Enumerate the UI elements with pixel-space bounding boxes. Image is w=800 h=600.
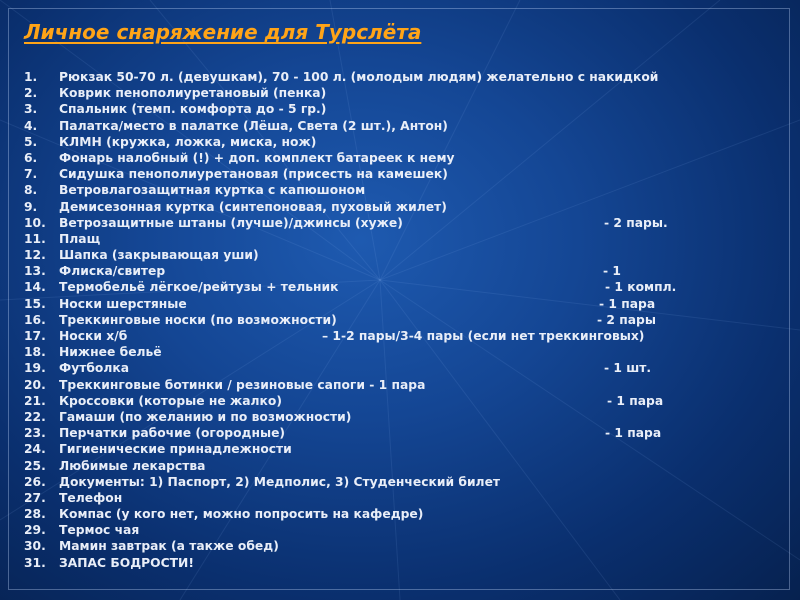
list-item xyxy=(0,247,800,263)
item-text: Футболка xyxy=(59,361,130,376)
item-number: 16. xyxy=(24,312,46,327)
list-item xyxy=(0,409,800,425)
list-item xyxy=(0,231,800,247)
item-text: Коврик пенополиуретановый (пенка) xyxy=(59,86,327,101)
item-quantity: - 1 пара xyxy=(605,426,662,441)
item-text: Документы: 1) Паспорт, 2) Медполис, 3) Студенческий билет xyxy=(59,474,501,489)
item-text: Любимые лекарства xyxy=(59,458,206,473)
item-quantity: - 2 пары xyxy=(597,312,656,327)
list-item xyxy=(0,85,800,101)
item-quantity: – 1-2 пары/3-4 пары (если нет треккинговых) xyxy=(322,329,645,343)
slide-title: Личное снаряжение для Турслёта xyxy=(24,20,422,44)
item-text: Ветровлагозащитная куртка с капюшоном xyxy=(59,183,366,198)
list-item xyxy=(0,182,800,198)
item-text: Плащ xyxy=(59,231,101,246)
item-text: Телефон xyxy=(59,490,123,505)
item-text: Компас (у кого нет, можно попросить на кафедре) xyxy=(59,507,424,522)
item-quantity: - 1 компл. xyxy=(605,280,677,295)
equipment-list xyxy=(0,69,800,571)
list-item xyxy=(0,296,800,312)
list-item xyxy=(0,506,800,522)
item-number: 7. xyxy=(24,167,38,182)
item-text: Носки шерстяные xyxy=(59,296,187,311)
item-number: 8. xyxy=(24,183,38,198)
list-item xyxy=(0,538,800,554)
list-item xyxy=(0,328,800,344)
item-number: 22. xyxy=(24,409,46,424)
item-number: 3. xyxy=(24,102,38,117)
item-number: 18. xyxy=(24,345,46,360)
list-item xyxy=(0,425,800,441)
item-number: 6. xyxy=(24,150,38,165)
item-text: Кроссовки (которые не жалко) xyxy=(59,393,282,408)
list-item xyxy=(0,344,800,360)
list-item xyxy=(0,279,800,295)
list-item xyxy=(0,69,800,85)
item-number: 17. xyxy=(24,329,46,343)
list-item xyxy=(0,474,800,490)
item-text: Фонарь налобный (!) + доп. комплект батареек к нему xyxy=(59,150,455,165)
item-text: КЛМН (кружка, ложка, миска, нож) xyxy=(59,134,317,149)
item-number: 29. xyxy=(24,523,46,538)
item-number: 27. xyxy=(24,490,46,505)
item-number: 4. xyxy=(24,118,38,133)
item-number: 2. xyxy=(24,86,38,101)
item-text: Перчатки рабочие (огородные) xyxy=(59,426,286,441)
list-item xyxy=(0,215,800,231)
item-text: Сидушка пенополиуретановая (присесть на камешек) xyxy=(59,167,448,182)
item-quantity: - 2 пары. xyxy=(604,215,668,230)
item-number: 25. xyxy=(24,458,46,473)
item-number: 9. xyxy=(24,199,38,214)
item-text: Мамин завтрак (а также обед) xyxy=(59,539,279,554)
item-quantity: - 1 шт. xyxy=(604,361,652,376)
list-item xyxy=(0,441,800,457)
item-text: Ветрозащитные штаны (лучше)/джинсы (хуже) xyxy=(59,215,403,230)
item-text: Шапка (закрывающая уши) xyxy=(59,248,259,263)
item-text: Спальник (темп. комфорта до - 5 гр.) xyxy=(59,102,327,117)
item-number: 24. xyxy=(24,442,46,457)
list-item xyxy=(0,555,800,571)
item-number: 26. xyxy=(24,474,46,489)
item-number: 19. xyxy=(24,361,46,376)
list-item xyxy=(0,312,800,328)
list-item xyxy=(0,393,800,409)
item-number: 13. xyxy=(24,264,46,279)
list-item xyxy=(0,118,800,134)
list-item xyxy=(0,490,800,506)
item-text: Флиска/свитер xyxy=(59,264,166,279)
item-text: Треккинговые ботинки / резиновые сапоги - 1 пара xyxy=(59,377,426,392)
item-text: Гигиенические принадлежности xyxy=(59,442,292,457)
list-item xyxy=(0,522,800,538)
item-text: Палатка/место в палатке (Лёша, Света (2 шт.), Антон) xyxy=(59,118,448,133)
list-item xyxy=(0,377,800,393)
item-text: Термобельё лёгкое/рейтузы + тельник xyxy=(59,280,339,295)
item-number: 28. xyxy=(24,507,46,522)
list-item xyxy=(0,166,800,182)
item-number: 5. xyxy=(24,134,38,149)
item-number: 23. xyxy=(24,426,46,441)
item-number: 21. xyxy=(24,393,46,408)
item-number: 1. xyxy=(24,70,38,84)
list-item xyxy=(0,134,800,150)
item-text: Рюкзак 50-70 л. (девушкам), 70 - 100 л. (молодым людям) желательно с накидкой xyxy=(59,70,659,84)
list-item xyxy=(0,101,800,117)
list-item xyxy=(0,263,800,279)
item-text: Нижнее бельё xyxy=(59,345,162,360)
item-number: 30. xyxy=(24,539,46,554)
item-number: 12. xyxy=(24,248,46,263)
item-quantity: - 1 пара xyxy=(607,393,664,408)
item-number: 31. xyxy=(24,555,46,570)
item-text: ЗАПАС БОДРОСТИ! xyxy=(59,555,194,570)
list-item xyxy=(0,360,800,376)
item-number: 15. xyxy=(24,296,46,311)
item-quantity: - 1 xyxy=(603,264,621,279)
list-item xyxy=(0,199,800,215)
item-number: 20. xyxy=(24,377,46,392)
list-item xyxy=(0,458,800,474)
list-item xyxy=(0,150,800,166)
item-number: 11. xyxy=(24,231,46,246)
item-text: Демисезонная куртка (синтепоновая, пуховый жилет) xyxy=(59,199,447,214)
item-text: Треккинговые носки (по возможности) xyxy=(59,312,337,327)
item-quantity: - 1 пара xyxy=(599,296,656,311)
item-text: Гамаши (по желанию и по возможности) xyxy=(59,409,352,424)
item-text: Носки х/б xyxy=(59,329,128,343)
item-number: 14. xyxy=(24,280,46,295)
item-text: Термос чая xyxy=(59,523,140,538)
item-number: 10. xyxy=(24,215,46,230)
